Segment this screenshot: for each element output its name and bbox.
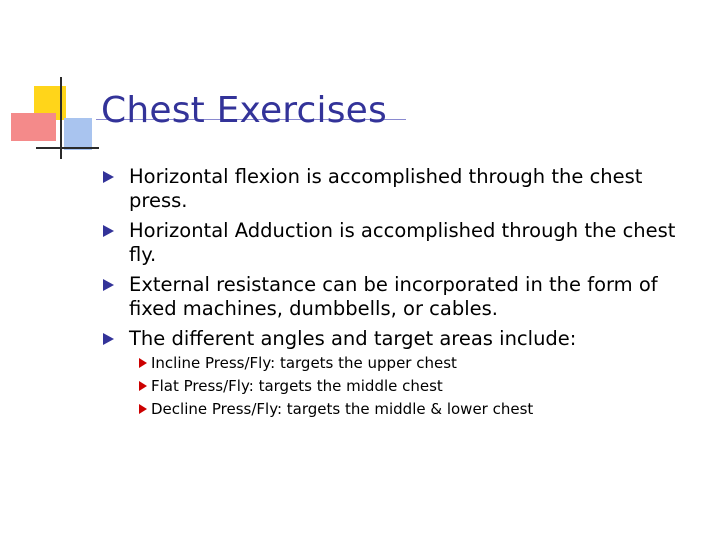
- slide-title: Chest Exercises: [101, 90, 387, 131]
- sub-bullet-item: [129, 376, 703, 396]
- sub-bullet-item: [129, 353, 703, 373]
- sub-bullet-marker-icon: [139, 381, 147, 391]
- bullet-item: [103, 327, 703, 419]
- bullet-marker-icon: [103, 225, 114, 237]
- sub-bullet-list: [129, 353, 703, 419]
- bullet-item: [103, 273, 703, 321]
- sub-bullet-text: Decline Press/Fly: targets the middle & lower chest: [151, 400, 534, 418]
- sub-bullet-marker-icon: [139, 358, 147, 368]
- bullet-marker-icon: [103, 333, 114, 345]
- decorative-horizontal-line: [36, 147, 99, 149]
- bullet-text: Horizontal flexion is accomplished through the chest press.: [129, 165, 643, 212]
- bullet-text: Horizontal Adduction is accomplished through the chest fly.: [129, 219, 676, 266]
- decorative-red-square: [11, 113, 56, 141]
- bullet-item: [103, 219, 703, 267]
- sub-bullet-text: Incline Press/Fly: targets the upper chest: [151, 354, 457, 372]
- bullet-marker-icon: [103, 279, 114, 291]
- sub-bullet-text: Flat Press/Fly: targets the middle chest: [151, 377, 443, 395]
- decorative-blue-square: [64, 118, 92, 150]
- sub-bullet-marker-icon: [139, 404, 147, 414]
- bullet-item: [103, 165, 703, 213]
- sub-bullet-item: [129, 399, 703, 419]
- bullet-text: The different angles and target areas include:: [129, 327, 577, 350]
- bullet-marker-icon: [103, 171, 114, 183]
- bullet-list: [103, 165, 703, 425]
- bullet-text: External resistance can be incorporated in the form of fixed machines, dumbbells, or cables.: [129, 273, 658, 320]
